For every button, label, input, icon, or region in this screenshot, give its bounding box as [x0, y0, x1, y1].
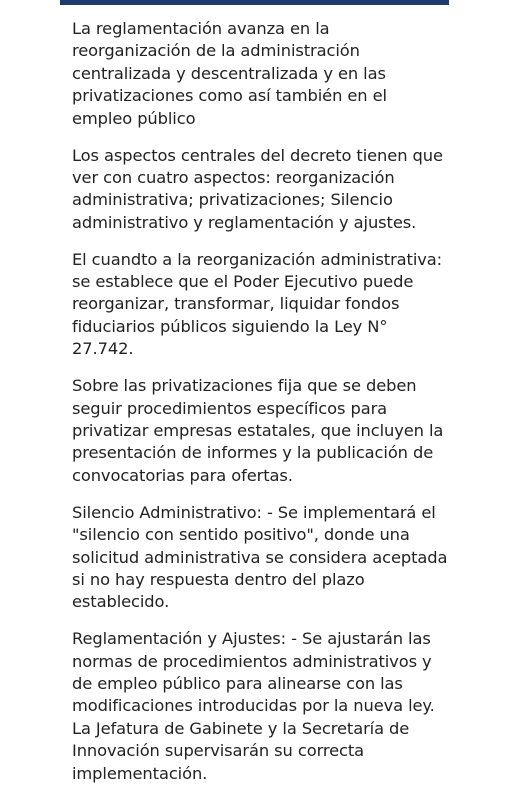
article-paragraph-reorganizacion: El cuandto a la reorganización administrativa: se establece que el Poder Ejecutivo puede reorganizar, transformar, liquidar fondos fiduciarios públicos siguiendo la Ley N° 27.742. [72, 249, 443, 359]
article-paragraph-reglamentacion-ajustes: Reglamentación y Ajustes: - Se ajustarán las normas de procedimientos administrativos y de empleo público para alinearse con las modificaciones introducidas por la nueva ley. La Jefatura de Gabinete y la Secretaría de Innovación supervisarán su correcta implementación. [72, 629, 435, 783]
article-paragraph-silencio-administrativo: Silencio Administrativo: - Se implementará el "silencio con sentido positivo", donde una solicitud administrativa se considera aceptada si no hay respuesta dentro del plazo establecido. [72, 502, 448, 612]
article-body [72, 18, 452, 800]
article-paragraph-aspectos-centrales: Los aspectos centrales del decreto tienen que ver con cuatro aspectos: reorganización administrativa; privatizaciones; Silencio administrativo y reglamentación y ajustes. [72, 145, 443, 232]
article-paragraph-privatizaciones: Sobre las privatizaciones fija que se deben seguir procedimientos específicos para privatizar empresas estatales, que incluyen la presentación de informes y la publicación de convocatorias para ofertas. [72, 376, 444, 485]
article-paragraph-reglamentacion: La reglamentación avanza en la reorganización de la administración centralizada y descentralizada y en las privatizaciones como así también en el empleo público [72, 19, 387, 128]
header-accent-bar [60, 0, 449, 5]
